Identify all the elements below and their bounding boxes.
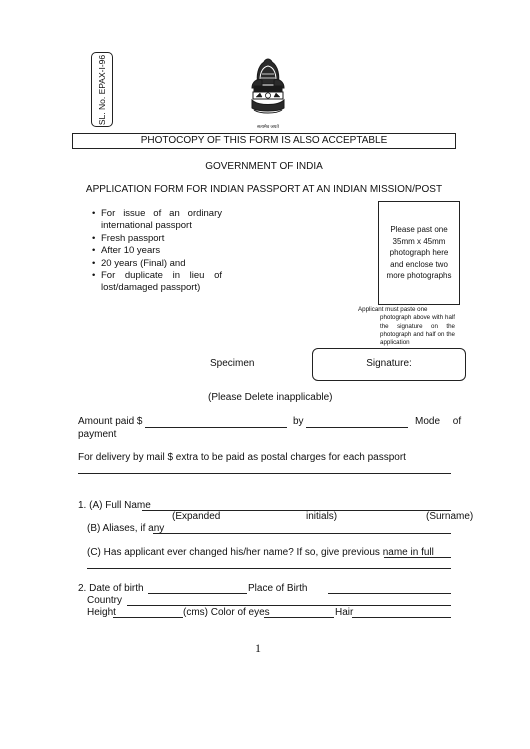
height-label: Height xyxy=(87,607,116,618)
photo-note-rest: photograph above with half the signature on the photograph and half on the application xyxy=(380,314,455,347)
list-item: • 20 years (Final) and xyxy=(92,258,222,270)
date-of-birth-field[interactable] xyxy=(148,593,247,594)
surname-label: (Surname) xyxy=(426,511,474,522)
photograph-box[interactable] xyxy=(378,201,460,305)
full-name-label: 1. (A) Full Name xyxy=(78,500,151,511)
height-field[interactable] xyxy=(113,617,183,618)
emblem-motto: सत्यमेव जयते xyxy=(257,124,279,129)
specimen-label: Specimen xyxy=(210,358,255,369)
hair-field[interactable] xyxy=(352,617,451,618)
list-item: • For issue of an ordinary international passport xyxy=(92,208,222,233)
place-of-birth-field[interactable] xyxy=(328,593,451,594)
previous-name-field[interactable] xyxy=(384,557,451,558)
signature-label: Signature: xyxy=(366,358,412,369)
aliases-field[interactable] xyxy=(153,533,451,534)
aliases-label: (B) Aliases, if any xyxy=(87,523,165,534)
government-heading: GOVERNMENT OF INDIA xyxy=(205,161,323,172)
previous-name-field-line2[interactable] xyxy=(87,568,451,569)
color-of-eyes-label: (cms) Color of eyes xyxy=(183,607,270,618)
delivery-note: For delivery by mail $ extra to be paid as postal charges for each passport xyxy=(78,452,406,463)
color-of-eyes-field[interactable] xyxy=(264,617,334,618)
list-item: • For duplicate in lieu of lost/damaged passport) xyxy=(92,270,222,295)
photograph-instructions: Please past one 35mm x 45mm photograph here and enclose two more photographs xyxy=(386,225,452,280)
delivery-field[interactable] xyxy=(78,473,451,474)
date-of-birth-label: 2. Date of birth xyxy=(78,583,144,594)
signature-box[interactable] xyxy=(312,348,466,381)
amount-paid-label: Amount paid $ xyxy=(78,416,143,427)
paid-by-label: by xyxy=(293,416,304,427)
page-number: 1 xyxy=(255,641,261,655)
photo-paste-note xyxy=(358,306,455,347)
country-label: Country xyxy=(87,595,123,606)
expanded-label: (Expanded xyxy=(172,511,221,522)
passport-type-list xyxy=(92,208,222,295)
form-title: APPLICATION FORM FOR INDIAN PASSPORT AT AN INDIAN MISSION/POST xyxy=(85,184,443,195)
hair-label: Hair xyxy=(335,607,354,618)
mode-of-label: Mode of xyxy=(415,416,462,427)
initials-label: initials) xyxy=(306,511,338,522)
serial-number: SL. No. EPAX-I-96 xyxy=(97,54,107,125)
place-of-birth-label: Place of Birth xyxy=(248,583,308,594)
serial-number-box xyxy=(91,52,113,127)
list-item: • After 10 years xyxy=(92,245,222,257)
paid-by-field[interactable] xyxy=(306,427,408,428)
amount-paid-field[interactable] xyxy=(145,427,287,428)
national-emblem-icon xyxy=(248,54,288,130)
country-field[interactable] xyxy=(127,605,451,606)
photo-note-line1: Applicant must paste one xyxy=(358,306,428,313)
changed-name-label: (C) Has applicant ever changed his/her name? If so, give previous name in full xyxy=(87,547,434,558)
photocopy-notice: PHOTOCOPY OF THIS FORM IS ALSO ACCEPTABLE xyxy=(72,133,456,149)
delete-inapplicable-note: (Please Delete inapplicable) xyxy=(208,392,333,403)
payment-label: payment xyxy=(78,429,117,440)
list-item: • Fresh passport xyxy=(92,233,222,245)
